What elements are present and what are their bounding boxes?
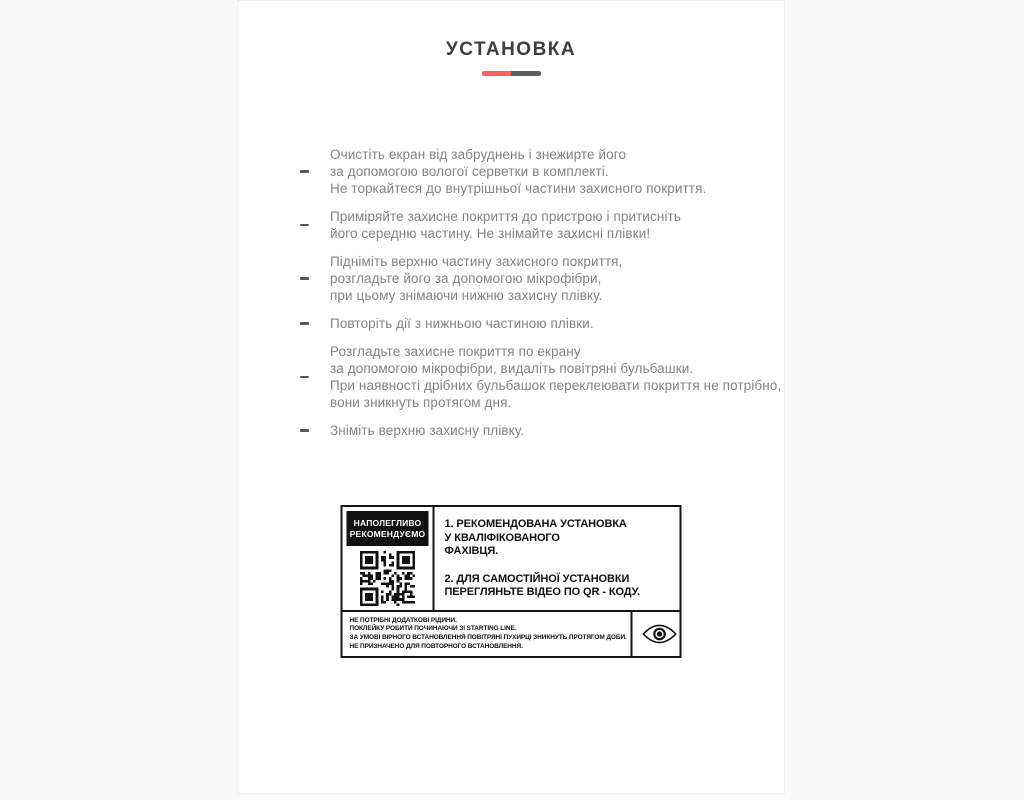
bullet-dash [300,322,309,325]
sticker-point-1: 1. РЕКОМЕНДОВАНА УСТАНОВКА У КВАЛІФІКОВАНОГО ФАХІВЦЯ. [444,518,627,557]
page-title: УСТАНОВКА [445,39,577,60]
bullet-dash [300,224,309,227]
bullet-dash [300,429,309,432]
instruction-item [300,146,784,197]
strongly-recommend-badge: НАПОЛЕГЛИВО РЕКОМЕНДУЄМО [347,511,429,546]
instruction-item [300,422,784,439]
sticker-points [435,507,680,610]
instruction-text: Розгладьте захисне покриття по екрану за допомогою мікрофібри, видаліть повітряні бульбашки. При наявності дрібних бульбашок переклеювати покриття не потрібно, вони зникнуть протягом дня. [330,344,782,410]
instruction-text: Очистіть екран від забруднень і знежирте його за допомогою вологої серветки в комплекті. Не торкайтеся до внутрішньої частини захисного покриття. [330,147,707,196]
sticker-left-column [343,507,435,610]
sticker-footnote: НЕ ПОТРІБНІ ДОДАТКОВІ РІДИНИ. ПОКЛЕЙКУ РОБИТИ ПОЧИНАЮЧИ ЗІ STARTING LINE. ЗА УМОВІ ВІРНОГО ВСТАНОВЛЕННЯ ПОВІТРЯНІ ПУХИРЦІ ЗНИКНУТЬ ПРОТЯГОМ ДОБИ. НЕ ПРИЗНАЧЕНО ДЛЯ ПОВТОРНОГО ВСТАНОВЛЕННЯ. [343,612,633,656]
title-underline-dark [511,71,541,76]
bullet-dash [300,277,309,280]
instruction-item [300,253,784,304]
bullet-dash [300,376,309,379]
instruction-item [300,343,784,411]
instruction-text: Приміряйте захисне покриття до пристрою і притисніть його середню частину. Не знімайте захисні плівки! [330,209,681,241]
eye-icon-box [633,612,686,656]
title-underline [482,71,541,76]
sticker-point-2: 2. ДЛЯ САМОСТІЙНОЇ УСТАНОВКИ ПЕРЕГЛЯНЬТЕ ВІДЕО ПО QR - КОДУ. [444,572,640,598]
eye-icon [641,622,677,646]
instruction-text: Повторіть дії з нижньою частиною плівки. [330,316,594,331]
sticker-main-row [343,507,680,610]
content-card [237,0,785,794]
sticker-footnote-row [343,610,680,656]
instruction-text: Зніміть верхню захисну плівку. [330,423,525,438]
instruction-item [300,208,784,242]
instruction-item [300,315,784,332]
instruction-text: Підніміть верхню частину захисного покриття, розгладьте його за допомогою мікрофібри, при цьому знімаючи нижню захисну плівку. [330,254,623,303]
instruction-list [238,146,784,439]
title-underline-red [482,71,512,76]
recommendation-sticker [341,505,682,658]
qr-code-icon [355,551,421,606]
bullet-dash [300,170,309,173]
